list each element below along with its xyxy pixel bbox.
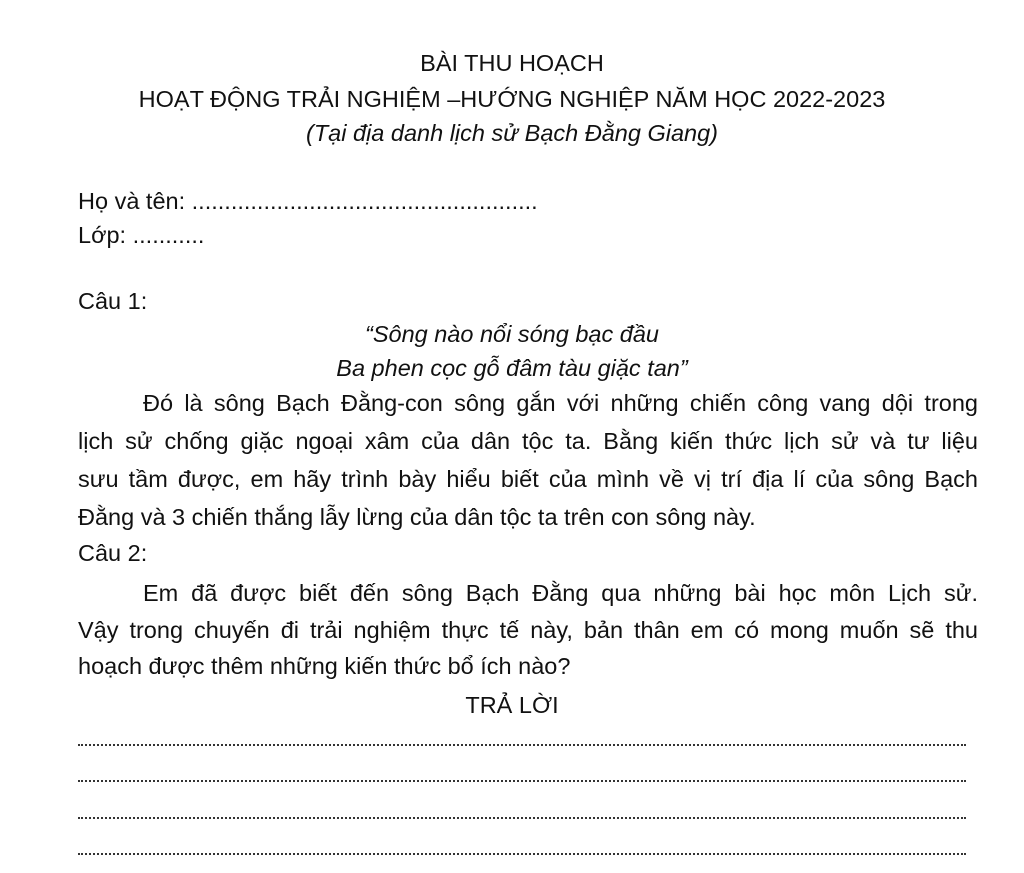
poem-line-1: “Sông nào nổi sóng bạc đầu (365, 321, 659, 347)
question-1-text-line: lịch sử chống giặc ngoại xâm của dân tộc ta. Bằng kiến thức lịch sử và tư liệu (78, 428, 978, 454)
question-1-text-line: Đằng và 3 chiến thắng lẫy lừng của dân tộc ta trên con sông này. (78, 504, 756, 530)
answer-line[interactable] (78, 817, 966, 819)
question-2-text-line: Vậy trong chuyến đi trải nghiệm thực tế này, bản thân em có mong muốn sẽ thu (78, 617, 978, 643)
question-1-text-line: Đó là sông Bạch Đằng-con sông gắn với những chiến công vang dội trong (143, 390, 978, 416)
answer-line[interactable] (78, 780, 966, 782)
question-1-text-line: sưu tầm được, em hãy trình bày hiểu biết của mình về vị trí địa lí của sông Bạch (78, 466, 978, 492)
question-2-text-line: Em đã được biết đến sông Bạch Đằng qua những bài học môn Lịch sử. (143, 580, 978, 606)
document-title: BÀI THU HOẠCH (420, 50, 604, 76)
document-location: (Tại địa danh lịch sử Bạch Đằng Giang) (306, 120, 718, 146)
answer-line[interactable] (78, 853, 966, 855)
poem-line-2: Ba phen cọc gỗ đâm tàu giặc tan” (336, 355, 688, 381)
question-1-label: Câu 1: (78, 288, 148, 314)
document-subtitle: HOẠT ĐỘNG TRẢI NGHIỆM –HƯỚNG NGHIỆP NĂM HỌC 2022-2023 (138, 86, 886, 112)
student-name-field: Họ và tên: ..................................................... (78, 188, 538, 214)
question-2-text-line: hoạch được thêm những kiến thức bổ ích nào? (78, 653, 571, 679)
student-class-field: Lớp: ........... (78, 222, 205, 248)
answer-heading: TRẢ LỜI (465, 692, 559, 718)
answer-line[interactable] (78, 744, 966, 746)
question-2-label: Câu 2: (78, 540, 148, 566)
